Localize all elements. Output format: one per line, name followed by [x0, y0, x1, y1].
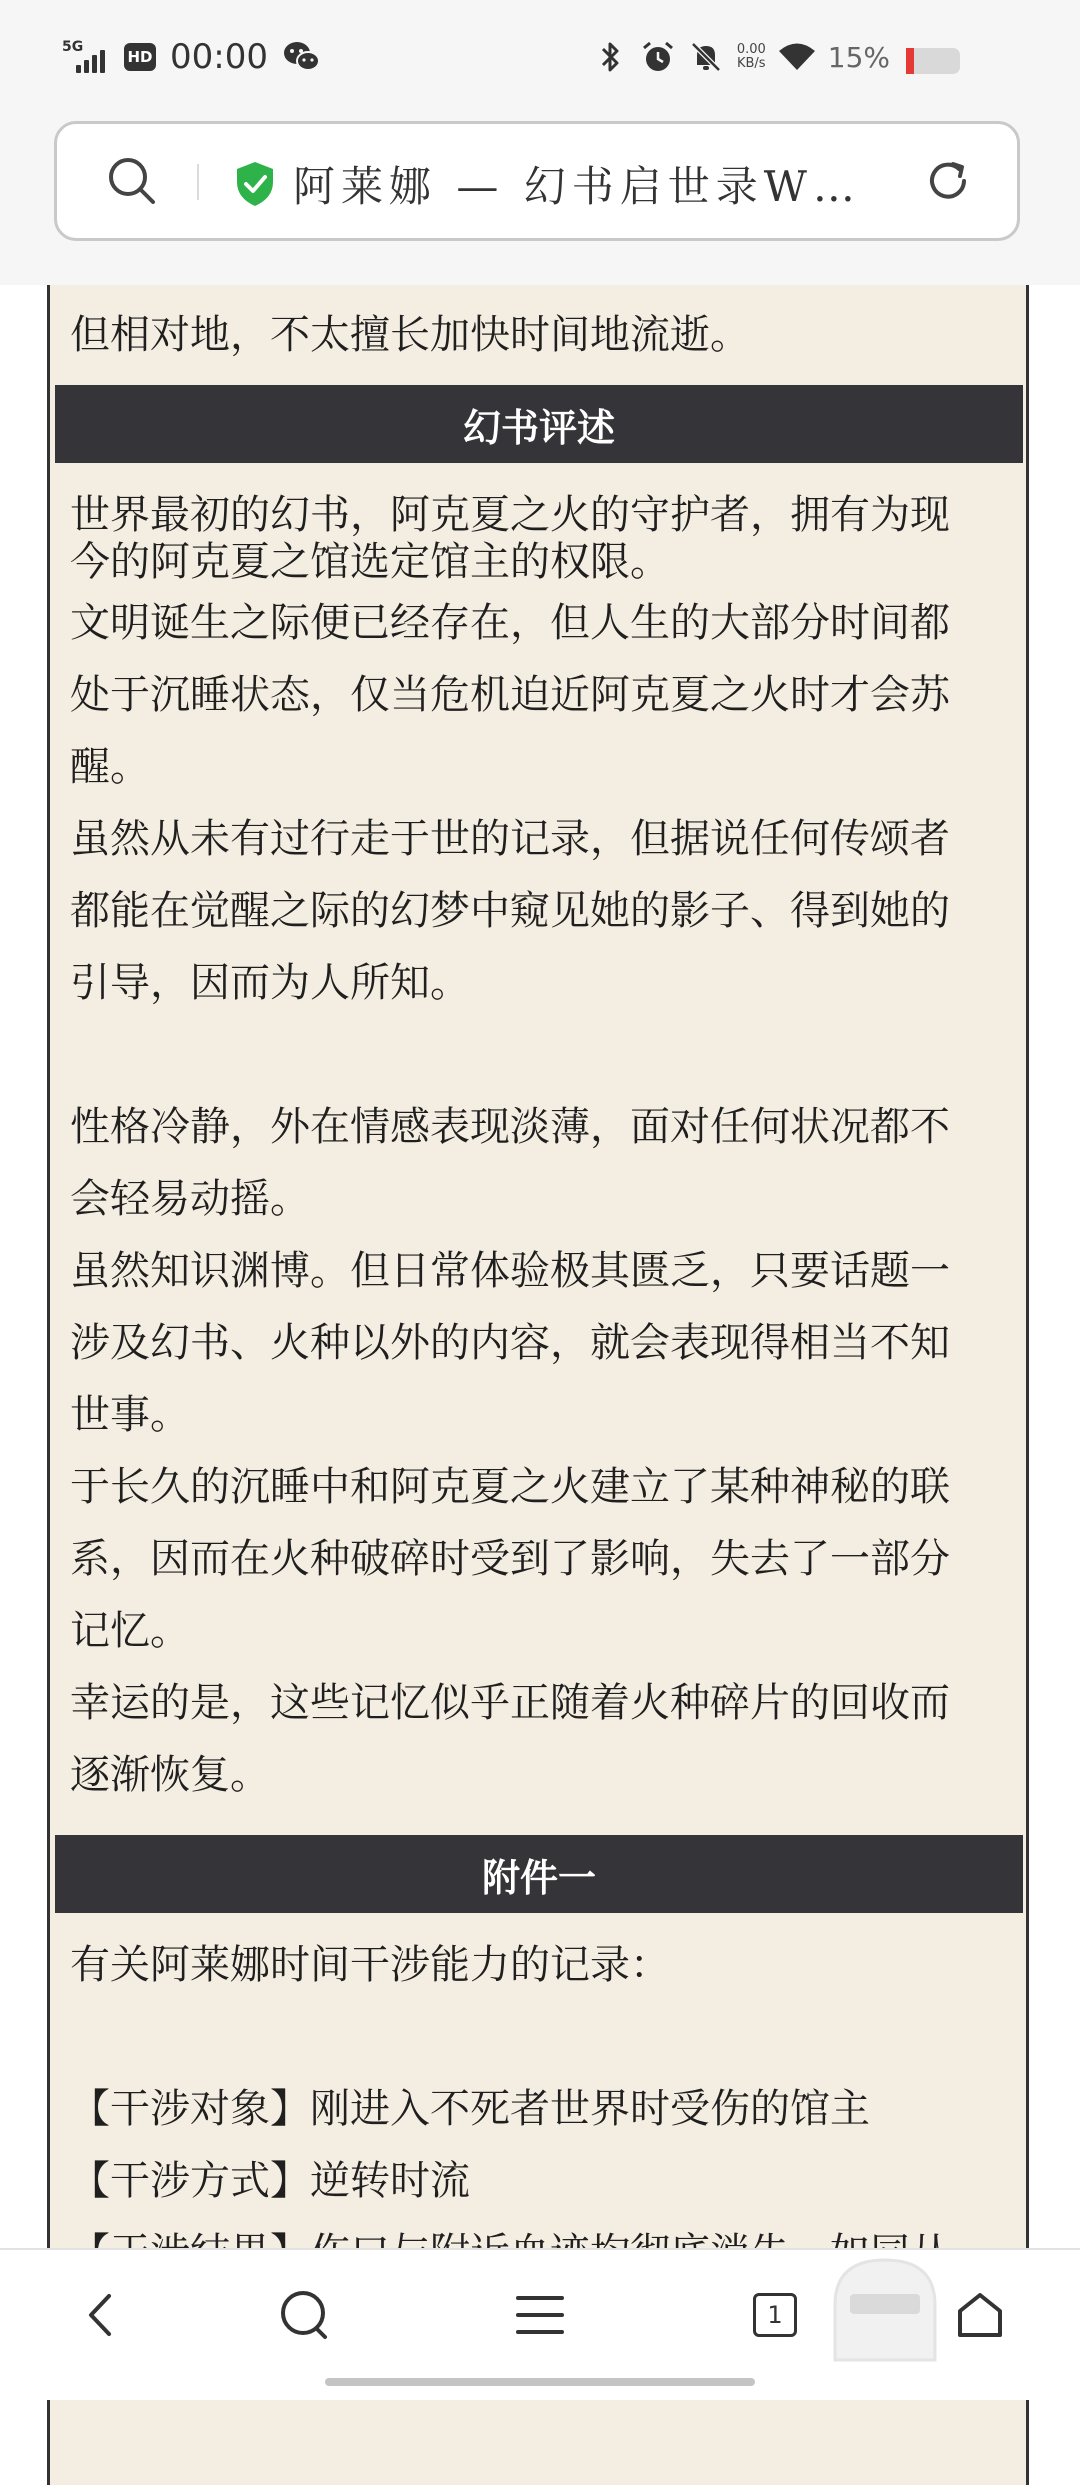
paragraph-line: 世事。: [70, 1392, 190, 1438]
section-header-review: 幻书评述: [55, 385, 1023, 463]
bluetooth-icon: [593, 40, 627, 74]
home-icon: [954, 2289, 1006, 2341]
browser-toolbar: [0, 115, 1080, 285]
bottom-navigation: [0, 2248, 1080, 2400]
network-speed: [737, 43, 766, 71]
page-content[interactable]: [0, 285, 1080, 2248]
paragraph-line: 【干涉方式】逆转时流: [70, 2158, 470, 2204]
tabs-button[interactable]: [740, 2280, 810, 2350]
paragraph-line: 今的阿克夏之馆选定馆主的权限。: [70, 539, 670, 585]
paragraph-line: 逐渐恢复。: [70, 1752, 270, 1798]
paragraph-line: 会轻易动摇。: [70, 1176, 310, 1222]
paragraph-line: 醒。: [70, 744, 150, 790]
paragraph-line: 记忆。: [70, 1608, 190, 1654]
paragraph-line: 虽然知识渊博。但日常体验极其匮乏，只要话题一: [70, 1248, 950, 1294]
wechat-notification-icon: [282, 39, 322, 75]
ghost-mascot-icon: [820, 2250, 950, 2360]
network-type: 5G: [62, 39, 84, 55]
page-title[interactable]: 阿莱娜 — 幻书启世录W…: [293, 162, 861, 211]
article-card: [47, 285, 1029, 2485]
chevron-left-icon: [81, 2290, 121, 2340]
mute-bell-icon: [689, 40, 723, 74]
tab-count: 1: [753, 2293, 797, 2337]
paragraph-line: 于长久的沉睡中和阿克夏之火建立了某种神秘的联: [70, 1464, 950, 1510]
search-button[interactable]: [270, 2280, 340, 2350]
reload-icon[interactable]: [919, 152, 977, 210]
status-right-group: [593, 32, 890, 82]
menu-icon: [514, 2292, 566, 2338]
address-bar[interactable]: [54, 121, 1020, 241]
paragraph-line: 都能在觉醒之际的幻梦中窥见她的影子、得到她的: [70, 888, 950, 934]
battery-icon: [906, 48, 960, 74]
paragraph-line: 性格冷静，外在情感表现淡薄，面对任何状况都不: [70, 1104, 950, 1150]
back-button[interactable]: [66, 2280, 136, 2350]
paragraph-line: 系，因而在火种破碎时受到了影响，失去了一部分: [70, 1536, 950, 1582]
alarm-icon: [641, 40, 675, 74]
home-button[interactable]: [945, 2280, 1015, 2350]
paragraph-line: 虽然从未有过行走于世的记录，但据说任何传颂者: [70, 816, 950, 862]
status-left-group: [62, 32, 322, 82]
paragraph-line: 【干涉对象】刚进入不死者世界时受伤的馆主: [70, 2086, 870, 2132]
search-icon[interactable]: [103, 152, 161, 210]
cellular-signal-icon: [62, 37, 110, 77]
paragraph-line: 引导，因而为人所知。: [70, 960, 470, 1006]
paragraph-line: 幸运的是，这些记忆似乎正随着火种碎片的回收而: [70, 1680, 950, 1726]
paragraph-line: 处于沉睡状态，仅当危机迫近阿克夏之火时才会苏: [70, 672, 950, 718]
battery-percent: 15%: [827, 40, 890, 74]
status-bar: [0, 0, 1080, 115]
paragraph-line: 有关阿莱娜时间干涉能力的记录：: [70, 1942, 670, 1988]
address-divider: [197, 164, 199, 200]
network-speed-unit: KB/s: [736, 56, 766, 71]
paragraph-line: 涉及幻书、火种以外的内容，就会表现得相当不知: [70, 1320, 950, 1366]
hd-badge: HD: [124, 43, 156, 71]
secure-shield-icon: [233, 160, 277, 208]
paragraph-line: 文明诞生之际便已经存在，但人生的大部分时间都: [70, 600, 950, 646]
menu-button[interactable]: [505, 2280, 575, 2350]
intro-line: 但相对地，不太擅长加快时间地流逝。: [70, 312, 750, 358]
gesture-bar[interactable]: [325, 2378, 755, 2386]
search-icon: [277, 2287, 333, 2343]
network-speed-value: 0.00: [736, 42, 766, 57]
status-clock: 00:00: [170, 37, 268, 77]
section-header-appendix: 附件一: [55, 1835, 1023, 1913]
paragraph-line: 世界最初的幻书，阿克夏之火的守护者，拥有为现: [70, 492, 950, 538]
wifi-icon: [780, 40, 814, 74]
